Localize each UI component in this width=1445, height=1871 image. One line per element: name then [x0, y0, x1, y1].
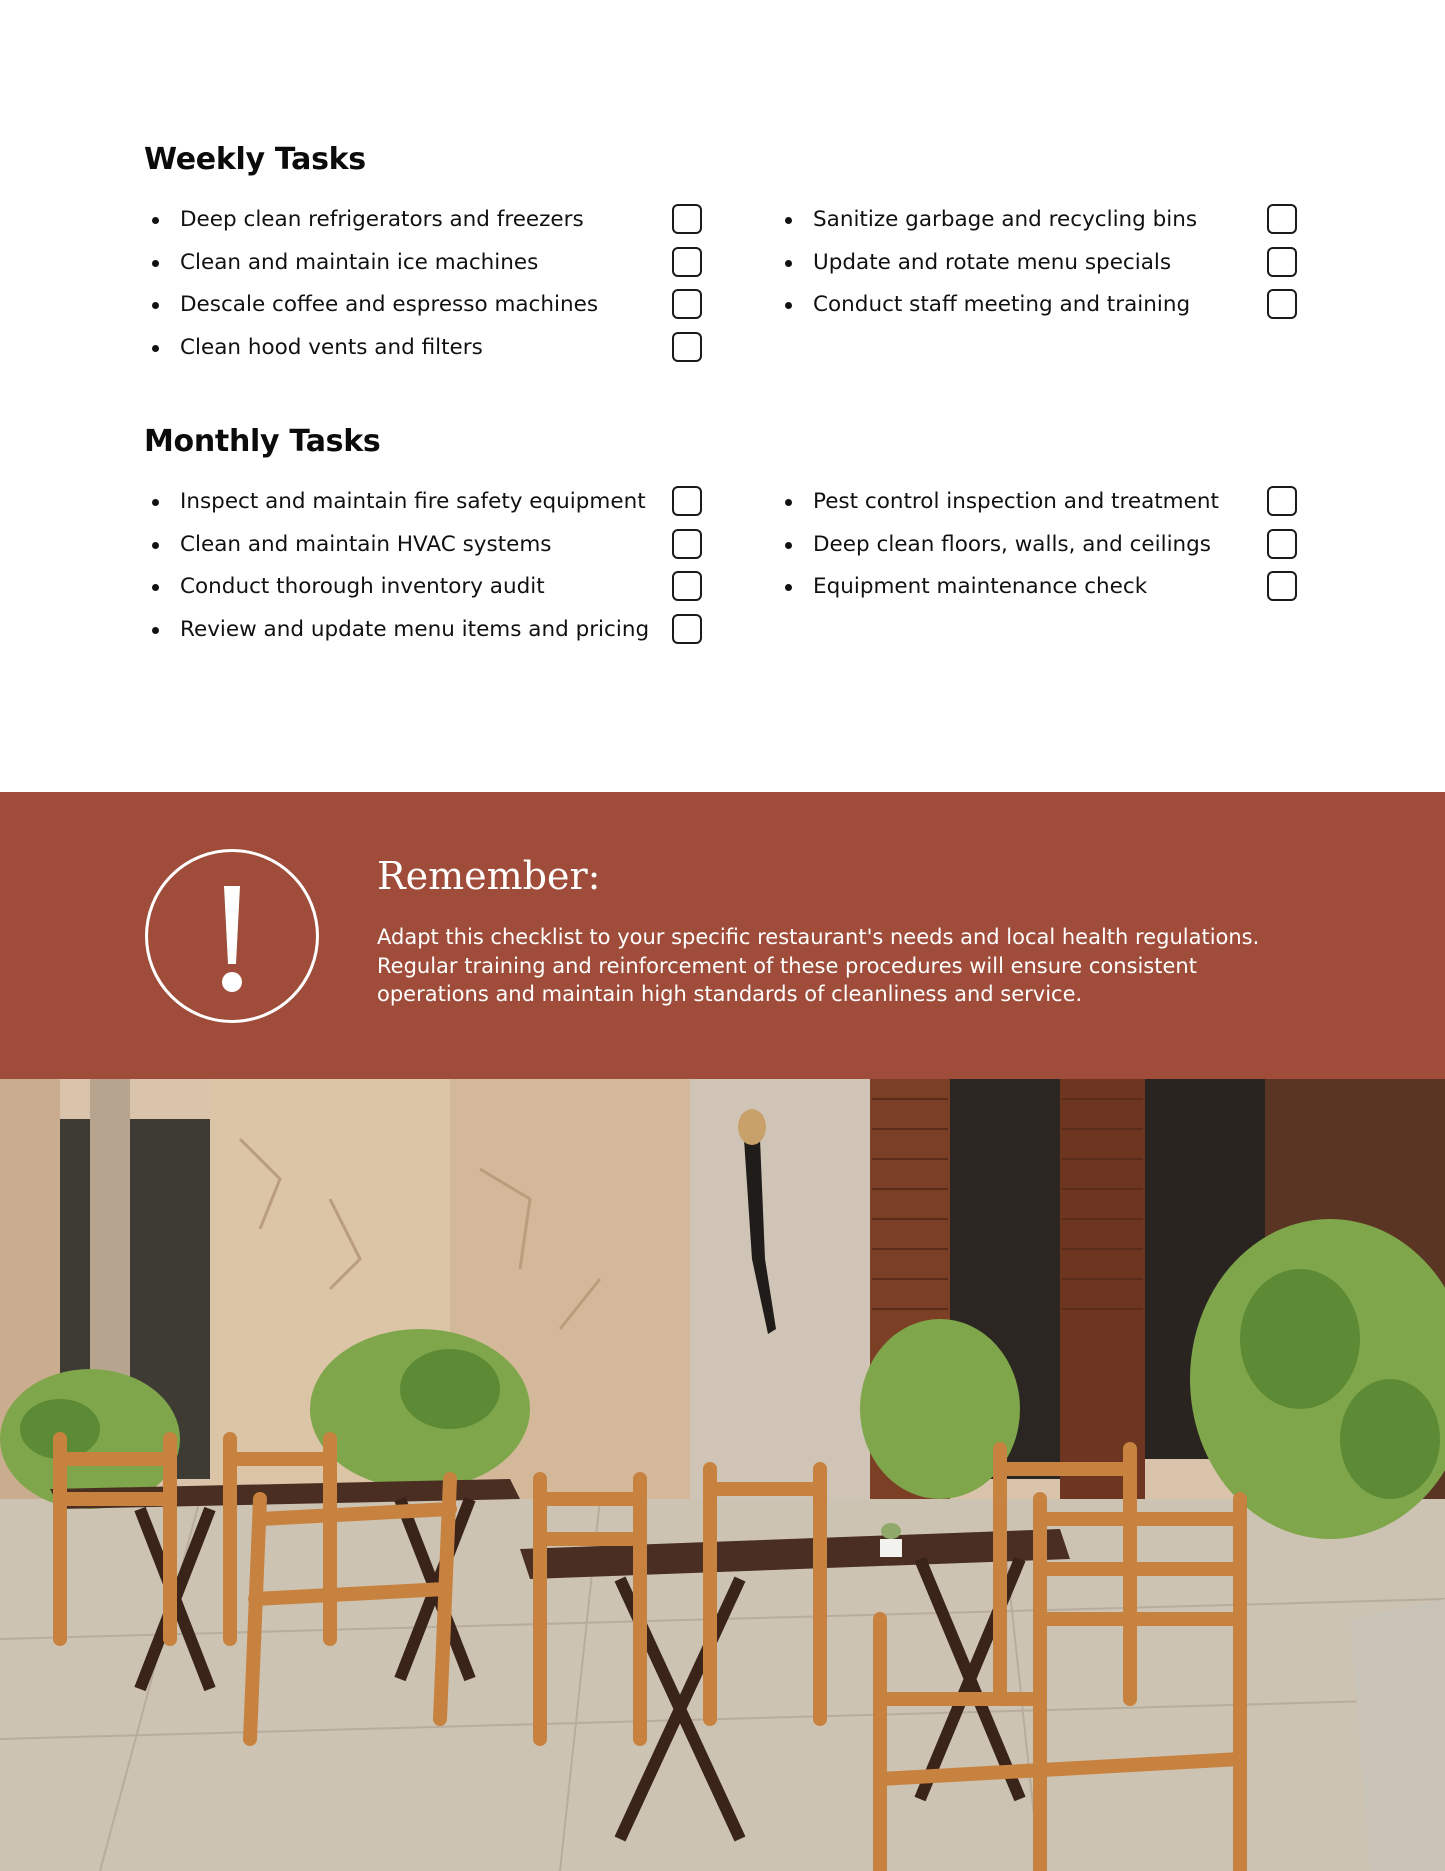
task-checkbox[interactable] — [1267, 289, 1297, 319]
task-checkbox[interactable] — [672, 204, 702, 234]
task-label: Clean and maintain ice machines — [180, 249, 539, 275]
list-item — [144, 285, 706, 328]
task-label: Conduct staff meeting and training — [813, 292, 1191, 318]
task-checkbox[interactable] — [1267, 486, 1297, 516]
list-item — [777, 200, 1445, 243]
weekly-tasks-right-list — [777, 200, 1445, 328]
task-checkbox[interactable] — [672, 247, 702, 277]
task-checkbox[interactable] — [672, 529, 702, 559]
task-label: Clean and maintain HVAC systems — [180, 531, 552, 557]
weekly-tasks-title: Weekly Tasks — [144, 142, 366, 177]
list-item — [144, 328, 706, 371]
bullet-icon — [785, 499, 792, 506]
list-item — [144, 243, 706, 286]
list-item — [777, 482, 1445, 525]
bullet-icon — [152, 260, 159, 267]
bullet-icon — [785, 584, 792, 591]
weekly-tasks-left-list — [144, 200, 706, 371]
task-checkbox[interactable] — [1267, 529, 1297, 559]
task-checkbox[interactable] — [672, 332, 702, 362]
bullet-icon — [152, 217, 159, 224]
list-item — [144, 567, 706, 610]
task-checkbox[interactable] — [672, 571, 702, 601]
reminder-title: Remember: — [377, 854, 601, 898]
task-checkbox[interactable] — [672, 289, 702, 319]
task-label: Conduct thorough inventory audit — [180, 574, 545, 600]
task-checkbox[interactable] — [672, 486, 702, 516]
task-label: Review and update menu items and pricing — [180, 617, 650, 643]
list-item — [777, 567, 1445, 610]
restaurant-patio-photo — [0, 1079, 1445, 1871]
task-label: Inspect and maintain fire safety equipment — [180, 489, 646, 514]
exclamation-icon — [145, 849, 319, 1023]
monthly-tasks-right-list — [777, 482, 1445, 610]
bullet-icon — [152, 302, 159, 309]
task-label: Deep clean refrigerators and freezers — [180, 207, 584, 232]
task-label: Descale coffee and espresso machines — [180, 292, 599, 318]
list-item — [144, 525, 706, 568]
list-item — [777, 285, 1445, 328]
task-checkbox[interactable] — [1267, 571, 1297, 601]
bullet-icon — [785, 542, 792, 549]
task-label: Equipment maintenance check — [813, 574, 1148, 600]
list-item — [777, 243, 1445, 286]
task-checkbox[interactable] — [672, 614, 702, 644]
bullet-icon — [785, 217, 792, 224]
list-item — [777, 525, 1445, 568]
bullet-icon — [152, 627, 159, 634]
bullet-icon — [785, 260, 792, 267]
bullet-icon — [785, 302, 792, 309]
task-checkbox[interactable] — [1267, 204, 1297, 234]
task-label: Clean hood vents and filters — [180, 335, 483, 361]
bullet-icon — [152, 499, 159, 506]
list-item — [144, 482, 706, 525]
reminder-banner — [0, 792, 1445, 1079]
bullet-icon — [152, 345, 159, 352]
exclamation-mark-glyph — [148, 852, 316, 1020]
bullet-icon — [152, 542, 159, 549]
bullet-icon — [152, 584, 159, 591]
task-label: Deep clean floors, walls, and ceilings — [813, 531, 1212, 557]
monthly-tasks-left-list — [144, 482, 706, 653]
task-label: Sanitize garbage and recycling bins — [813, 207, 1198, 232]
list-item — [144, 610, 706, 653]
task-checkbox[interactable] — [1267, 247, 1297, 277]
task-label: Pest control inspection and treatment — [813, 489, 1219, 514]
patio-illustration — [0, 1079, 1445, 1871]
reminder-text: Adapt this checklist to your specific restaurant's needs and local health regulations. Regular training and reinforcement of these procedures will ensure consistent operations and maintain high standards of cleanliness and service. — [377, 925, 1260, 1006]
task-label: Update and rotate menu specials — [813, 249, 1172, 275]
list-item — [144, 200, 706, 243]
monthly-tasks-title: Monthly Tasks — [144, 424, 381, 459]
